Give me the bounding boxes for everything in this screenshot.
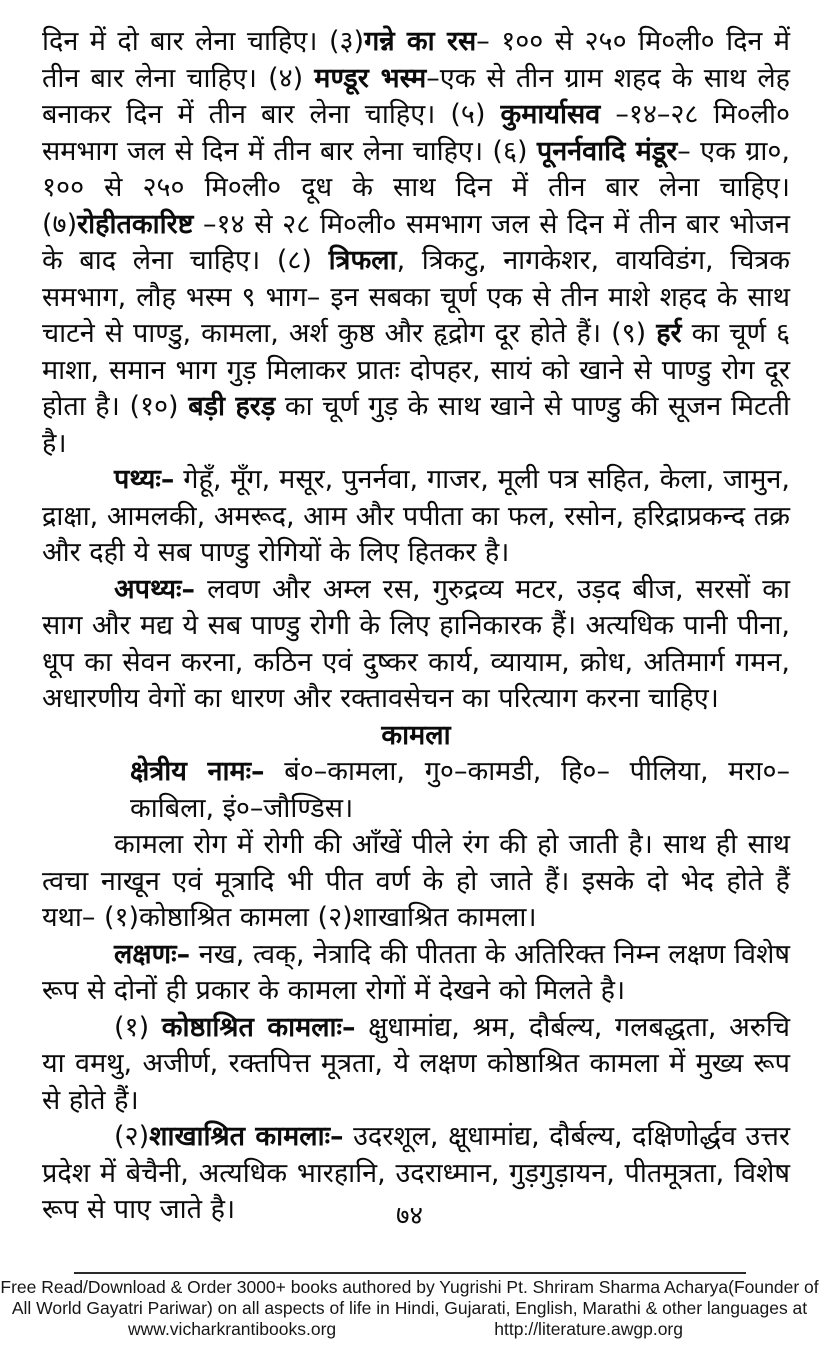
page-number: ७४	[395, 1201, 424, 1231]
page-footer	[0, 1272, 819, 1340]
footer-right-url: http://literature.awgp.org	[494, 1319, 683, 1339]
text-run: उदरशूल, क्षूधामांद्य, दौर्बल्य, दक्षिणोर्द्धव उत्तर प्रदेश में बेचैनी, अत्यधिक भारहानि, उदराध्मान, गुड़गुड़ायन, पीतमूत्रता, विशेष रूप से पाए जाते है।	[42, 1121, 791, 1225]
text-run: का चूर्ण ६ माशा, समान भाग गुड़ मिलाकर प्रातः दोपहर, सायं को खाने से पाण्डु रोग दूर होता है। (१०)	[42, 318, 790, 422]
bold-text-run: गन्ने का रस	[364, 26, 477, 57]
paragraph	[42, 1010, 790, 1120]
bold-text-run: क्षेत्रीय नामः–	[130, 756, 265, 787]
bold-text-run: रोहीतकारिष्ट	[77, 208, 194, 240]
section-heading: कामला	[381, 719, 451, 751]
bold-text-run: कोष्ठाश्रित कामलाः–	[161, 1011, 356, 1043]
paragraph	[130, 754, 790, 827]
bold-text-run: त्रिफला	[328, 245, 397, 276]
text-run: दिन में दो बार लेना चाहिए। (३)	[42, 26, 365, 57]
footer-left-url: www.vicharkrantibooks.org	[128, 1319, 337, 1339]
text-run: गेहूँ, मूँग, मसूर, पुनर्नवा, गाजर, मूली पत्र सहित, केला, जामुन, द्राक्षा, आमलकी, अमरूद, आम और पपीता का फल, रसोन, हरिद्राप्रकन्द तक्र और दही ये सब पाण्डु रोगियों के लिए हितकर है।	[42, 464, 790, 568]
paragraph	[42, 937, 790, 1010]
text-run: –एक से तीन ग्राम शहद के साथ लेह बनाकर दिन में तीन बार लेना चाहिए। (५)	[42, 62, 790, 130]
text-run: –१४ से २८ मि०ली० समभाग जल से दिन में तीन बार भोजन के बाद लेना चाहिए। (८)	[42, 208, 790, 276]
text-run: (१)	[114, 1011, 162, 1043]
text-run: (२)	[114, 1121, 150, 1152]
text-run: , त्रिकटु, नागकेशर, वायविडंग, चित्रक समभाग, लौह भस्म ९ भाग– इन सबका चूर्ण एक से तीन माशे शहद के साथ चाटने से पाण्डु, कामला, अर्श कुष्ठ और हृद्रोग दूर होते हैं। (९)	[42, 245, 790, 349]
footer-urls	[0, 1319, 819, 1340]
footer-divider	[74, 1272, 746, 1274]
text-run: बं०–कामला, गु०–कामडी, हि०– पीलिया, मरा०– काबिला, इं०–जौण्डिस।	[130, 756, 790, 824]
text-run: – एक ग्रा०, १०० से २५० मि०ली० दूध के साथ दिन में तीन बार लेना चाहिए। (७)	[42, 135, 790, 240]
text-run: लवण और अम्ल रस, गुरुद्रव्य मटर, उड़द बीज, सरसों का साग और मद्य ये सब पाण्डु रोगी के लिए हानिकारक हैं। अत्यधिक पानी पीना, धूप का सेवन करना, कठिन एवं दुष्कर कार्य, व्यायाम, क्रोध, अतिमार्ग गमन, अधारणीय वेगों का धारण और रक्तावसेचन का परित्याग करना चाहिए।	[42, 573, 790, 714]
footer-line-2: All World Gayatri Pariwar) on all aspects of life in Hindi, Gujarati, English, Marathi & other languages at	[11, 1298, 808, 1318]
bold-text-run: लक्षणः–	[114, 938, 191, 970]
text-run: कामला रोग में रोगी की आँखें पीले रंग की हो जाती है। साथ ही साथ त्वचा नाखून एवं मूत्रादि भी पीत वर्ण के हो जाते हैं। इसके दो भेद होते हैं यथा– (१)कोष्ठाश्रित कामला (२)शाखाश्रित कामला।	[42, 829, 790, 933]
text-run: –१४–२८ मि०ली० समभाग जल से दिन में तीन बार लेना चाहिए। (६)	[42, 99, 790, 167]
bold-text-run: शाखाश्रित कामलाः–	[149, 1121, 344, 1152]
paragraph	[42, 572, 790, 718]
paragraph	[42, 827, 790, 937]
bold-text-run: पूनर्नवादि मंडूर	[536, 135, 678, 167]
bold-text-run: अपथ्यः–	[114, 573, 195, 605]
text-run: का चूर्ण गुड़ के साथ खाने से पाण्डु की सूजन मिटती है।	[42, 391, 790, 459]
bold-text-run: बड़ी हरड़	[188, 391, 276, 422]
bold-text-run: हर्र	[656, 318, 682, 349]
bold-text-run: मण्डूर भस्म	[314, 62, 427, 94]
page-content	[42, 24, 790, 1229]
footer-line-1: Free Read/Download & Order 3000+ books authored by Yugrishi Pt. Shriram Sharma Acharya(Founder of	[0, 1277, 819, 1297]
text-run: नख, त्वक्, नेत्रादि की पीतता के अतिरिक्त निम्न लक्षण विशेष रूप से दोनों ही प्रकार के कामला रोगों में देखने को मिलते है।	[42, 938, 791, 1006]
bold-text-run: पथ्यः–	[114, 464, 175, 495]
paragraph	[42, 24, 790, 462]
paragraph	[42, 462, 790, 572]
text-run: – १०० से २५० मि०ली० दिन में तीन बार लेना चाहिए। (४)	[42, 26, 791, 94]
bold-text-run: कुमार्यासव	[500, 99, 601, 130]
text-run: क्षुधामांद्य, श्रम, दौर्बल्य, गलबद्धता, अरुचि या वमथु, अजीर्ण, रक्तपित्त मूत्रता, ये लक्षण कोष्ठाश्रित कामला में मुख्य रूप से होते हैं।	[42, 1011, 790, 1116]
